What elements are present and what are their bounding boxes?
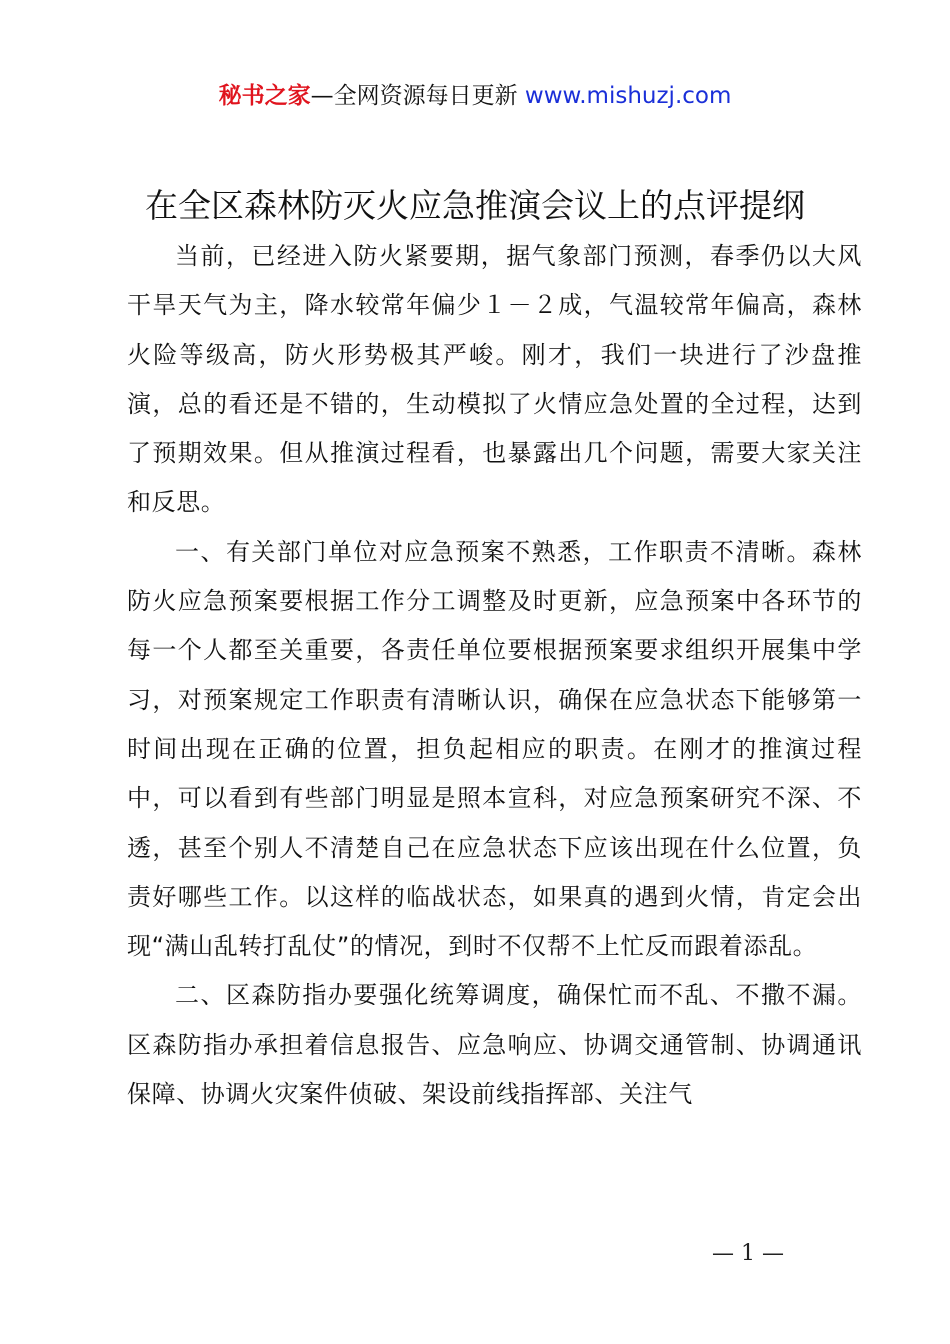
section-2-text: 区森防指办承担着信息报告、应急响应、协调交通管制、协调通讯保障、协调火灾案件侦破、架设前线指挥部、关注气 [127,1030,862,1109]
section-1-heading: 一、有关部门单位对应急预案不熟悉，工作职责不清晰。 [175,537,812,566]
paragraph-section-2 [127,971,862,1119]
paragraph-section-1 [127,528,862,972]
paragraph-intro-text: 当前，已经进入防火紧要期，据气象部门预测，春季仍以大风干旱天气为主，降水较常年偏少１－２成，气温较常年偏高，森林火险等级高，防火形势极其严峻。刚才，我们一块进行了沙盘推演，总的看还是不错的，生动模拟了火情应急处置的全过程，达到了预期效果。但从推演过程看，也暴露出几个问题，需要大家关注和反思。 [127,242,862,517]
page-number: — 1 — [712,1241,784,1266]
site-tagline: —全网资源每日更新 [310,83,525,109]
site-header [0,80,950,112]
site-url-link[interactable]: www.mishuzj.com [524,83,732,109]
document-body [127,232,862,1119]
section-1-text: 森林防火应急预案要根据工作分工调整及时更新，应急预案中各环节的每一个人都至关重要，各责任单位要根据预案要求组织开展集中学习，对预案规定工作职责有清晰认识，确保在应急状态下能够第一时间出现在正确的位置，担负起相应的职责。在刚才的推演过程中，可以看到有些部门明显是照本宣科，对应急预案研究不深、不透，甚至个别人不清楚自己在应急状态下应该出现在什么位置，负责好哪些工作。以这样的临战状态，如果真的遇到火情，肯定会出现“满山乱转打乱仗”的情况，到时不仅帮不上忙反而跟着添乱。 [127,537,862,961]
site-brand: 秘书之家 [218,83,311,109]
section-2-heading: 二、区森防指办要强化统筹调度，确保忙而不乱、不撒不漏。 [175,981,862,1010]
paragraph-intro [127,232,862,528]
document-title: 在全区森林防灭火应急推演会议上的点评提纲 [145,186,805,225]
